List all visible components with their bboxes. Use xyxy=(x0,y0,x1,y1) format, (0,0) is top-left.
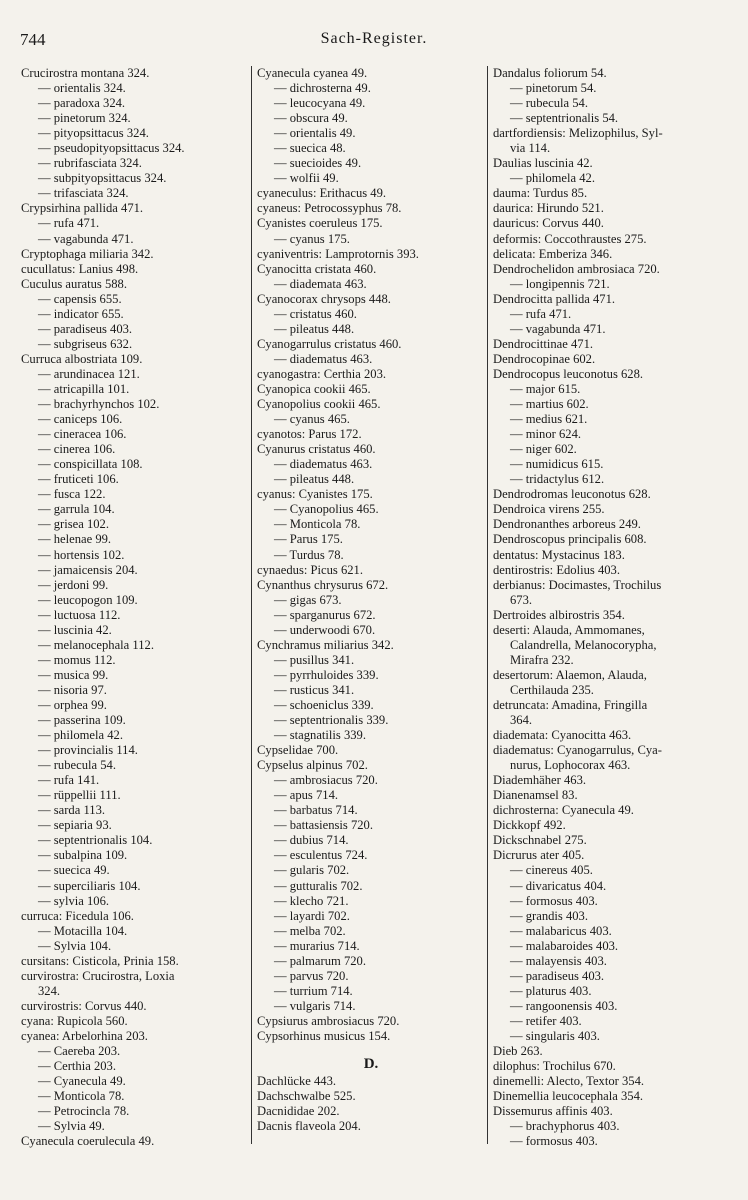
index-entry: — suecica 48. xyxy=(274,141,346,156)
index-entry: dinemelli: Alecto, Textor 354. xyxy=(493,1074,645,1089)
index-entry-continuation: nurus, Lophocorax 463. xyxy=(510,758,631,773)
index-entry: — orientalis 324. xyxy=(38,81,126,96)
index-entry: Dendrocopinae 602. xyxy=(493,351,596,366)
index-entry: Cynchramus miliarius 342. xyxy=(257,637,394,652)
index-entry: — cristatus 460. xyxy=(274,306,357,321)
index-entry: — apus 714. xyxy=(274,788,339,803)
index-entry: — rangoonensis 403. xyxy=(510,998,618,1013)
index-entry: — musica 99. xyxy=(38,667,109,682)
index-entry: Cyanecula cyanea 49. xyxy=(257,66,368,80)
index-entry: dentirostris: Edolius 403. xyxy=(493,562,620,577)
index-entry: — Motacilla 104. xyxy=(38,923,128,938)
index-entry: — esculentus 724. xyxy=(274,848,368,863)
index-entry: Crypsirhina pallida 471. xyxy=(21,201,144,216)
index-entry: — Turdus 78. xyxy=(274,547,344,562)
index-column-2 xyxy=(257,66,485,1134)
index-entry: — retifer 403. xyxy=(510,1013,582,1028)
index-entry: — fusca 122. xyxy=(38,487,106,502)
index-entry: Cypselus alpinus 702. xyxy=(257,758,368,773)
index-entry: — septentrionalis 339. xyxy=(274,713,389,728)
index-entry: cyaneus: Petrocossyphus 78. xyxy=(257,201,402,216)
index-entry: — leucopogon 109. xyxy=(38,592,138,607)
index-entry: — rubecula 54. xyxy=(510,96,588,111)
index-entry: — passerina 109. xyxy=(38,713,126,728)
index-entry: — tridactylus 612. xyxy=(510,472,605,487)
index-entry: — ambrosiacus 720. xyxy=(274,773,378,788)
index-entry: Dianenamsel 83. xyxy=(493,788,578,803)
index-entry: deformis: Coccothraustes 275. xyxy=(493,231,647,246)
column-divider xyxy=(251,66,252,1144)
index-entry: — orientalis 49. xyxy=(274,126,356,141)
index-entry: Cryptophaga miliaria 342. xyxy=(21,246,154,261)
index-entry: Cyanocorax chrysops 448. xyxy=(257,291,391,306)
index-entry: cucullatus: Lanius 498. xyxy=(21,261,139,276)
index-entry-continuation: 364. xyxy=(510,713,533,728)
index-entry: — Cyanecula 49. xyxy=(38,1074,126,1089)
index-entry: — orphea 99. xyxy=(38,697,107,712)
index-entry: — sparganurus 672. xyxy=(274,607,376,622)
index-entry: — brachyrhynchos 102. xyxy=(38,397,160,412)
index-entry: — rubrifasciata 324. xyxy=(38,156,142,171)
index-entry: cursitans: Cisticola, Prinia 158. xyxy=(21,953,179,968)
index-entry: — cinereus 405. xyxy=(510,863,593,878)
index-entry: — suecica 49. xyxy=(38,863,110,878)
index-entry: — dubius 714. xyxy=(274,833,349,848)
index-entry: Dachlücke 443. xyxy=(257,1074,337,1089)
index-entry: — malabaroides 403. xyxy=(510,938,619,953)
index-entry: — paradiseus 403. xyxy=(510,968,605,983)
index-entry: — luscinia 42. xyxy=(38,622,112,637)
index-entry: cyanogastra: Certhia 203. xyxy=(257,366,387,381)
index-entry: Cypsiurus ambrosiacus 720. xyxy=(257,1013,400,1028)
index-entry: Diademhäher 463. xyxy=(493,773,587,788)
index-entry: — hortensis 102. xyxy=(38,547,125,562)
index-entry: — pileatus 448. xyxy=(274,472,355,487)
index-entry: — rufa 141. xyxy=(38,773,100,788)
index-entry: Dieb 263. xyxy=(493,1044,543,1059)
index-entry: — martius 602. xyxy=(510,397,589,412)
index-entry: Dendrocopus leuconotus 628. xyxy=(493,366,644,381)
index-entry: — superciliaris 104. xyxy=(38,878,141,893)
index-entry: — pyrrhuloides 339. xyxy=(274,667,379,682)
index-entry: cyaneculus: Erithacus 49. xyxy=(257,186,387,201)
index-entry: — pityopsittacus 324. xyxy=(38,126,149,141)
index-entry: Dendronanthes arboreus 249. xyxy=(493,517,641,532)
index-entry: — septentrionalis 104. xyxy=(38,833,153,848)
index-entry: — longipennis 721. xyxy=(510,276,610,291)
index-entry: — momus 112. xyxy=(38,652,116,667)
index-entry: dichrosterna: Cyanecula 49. xyxy=(493,803,634,818)
index-entry: — barbatus 714. xyxy=(274,803,358,818)
index-entry: — divaricatus 404. xyxy=(510,878,607,893)
index-entry: Dickschnabel 275. xyxy=(493,833,587,848)
index-entry: — grisea 102. xyxy=(38,517,109,532)
index-entry: Dicrurus ater 405. xyxy=(493,848,585,863)
index-entry: — indicator 655. xyxy=(38,306,124,321)
index-entry-continuation: Calandrella, Melanocorypha, xyxy=(510,637,657,652)
index-entry: — brachyphorus 403. xyxy=(510,1119,620,1134)
index-entry: Cyanecula coerulecula 49. xyxy=(21,1134,155,1149)
index-entry: Dendroscopus principalis 608. xyxy=(493,532,647,547)
index-entry: — vulgaris 714. xyxy=(274,998,356,1013)
index-entry: Dachschwalbe 525. xyxy=(257,1089,356,1104)
index-entry: — sarda 113. xyxy=(38,803,106,818)
index-entry: — diadematus 463. xyxy=(274,457,373,472)
index-entry: — cyanus 175. xyxy=(274,231,350,246)
index-entry: Cypsorhinus musicus 154. xyxy=(257,1029,391,1043)
index-entry: — paradoxa 324. xyxy=(38,96,126,111)
index-entry: — rufa 471. xyxy=(38,216,100,231)
index-entry: — sylvia 106. xyxy=(38,893,110,908)
index-entry: — layardi 702. xyxy=(274,908,350,923)
index-entry: — sepiaria 93. xyxy=(38,818,112,833)
index-entry: — dichrosterna 49. xyxy=(274,81,371,96)
index-entry: curruca: Ficedula 106. xyxy=(21,908,134,923)
index-entry: dauma: Turdus 85. xyxy=(493,186,588,201)
index-entry: — rusticus 341. xyxy=(274,682,355,697)
index-entry: Dinemellia leucocephala 354. xyxy=(493,1089,644,1104)
index-entry: — helenae 99. xyxy=(38,532,112,547)
index-entry: — suecioides 49. xyxy=(274,156,362,171)
index-entry: — Sylvia 104. xyxy=(38,938,112,953)
index-entry: — underwoodi 670. xyxy=(274,622,376,637)
index-entry: — conspicillata 108. xyxy=(38,457,143,472)
index-entry: — subgriseus 632. xyxy=(38,336,133,351)
index-entry: — arundinacea 121. xyxy=(38,366,140,381)
index-entry: — trifasciata 324. xyxy=(38,186,129,201)
index-entry: — Caereba 203. xyxy=(38,1044,121,1059)
index-entry: — jerdoni 99. xyxy=(38,577,109,592)
index-entry: Cyanopolius cookii 465. xyxy=(257,397,381,412)
index-entry: — capensis 655. xyxy=(38,291,122,306)
index-entry: — diademata 463. xyxy=(274,276,367,291)
index-entry: Dickkopf 492. xyxy=(493,818,566,833)
index-entry: — vagabunda 471. xyxy=(510,321,606,336)
index-column-1 xyxy=(21,66,249,1149)
index-entry: Cyanocitta cristata 460. xyxy=(257,261,377,276)
index-entry-continuation: Certhilauda 235. xyxy=(510,682,594,697)
index-entry: — rubecula 54. xyxy=(38,758,116,773)
index-entry: — jamaicensis 204. xyxy=(38,562,138,577)
index-entry: — cyanus 465. xyxy=(274,412,350,427)
index-entry: — pinetorum 324. xyxy=(38,111,131,126)
index-entry: — grandis 403. xyxy=(510,908,589,923)
index-entry: cyaniventris: Lamprotornis 393. xyxy=(257,246,419,261)
index-entry: — stagnatilis 339. xyxy=(274,728,366,743)
index-entry: Dandalus foliorum 54. xyxy=(493,66,607,80)
index-entry: diadematus: Cyanogarrulus, Cya- xyxy=(493,743,662,758)
index-entry: Cyanurus cristatus 460. xyxy=(257,442,376,457)
index-entry: cynaedus: Picus 621. xyxy=(257,562,363,577)
index-entry: — cinerea 106. xyxy=(38,442,116,457)
index-entry: Dendrocittinae 471. xyxy=(493,336,594,351)
index-entry: — septentrionalis 54. xyxy=(510,111,619,126)
section-letter: D. xyxy=(363,1056,379,1073)
index-entry: — rüppellii 111. xyxy=(38,788,121,803)
index-entry: Cyanogarrulus cristatus 460. xyxy=(257,336,402,351)
index-entry: — atricapilla 101. xyxy=(38,381,130,396)
page-number: 744 xyxy=(20,30,46,49)
index-entry: Cyanopica cookii 465. xyxy=(257,381,371,396)
index-entry: — palmarum 720. xyxy=(274,953,366,968)
index-entry: Crucirostra montana 324. xyxy=(21,66,150,80)
index-entry: — obscura 49. xyxy=(274,111,348,126)
index-entry: curvirostris: Corvus 440. xyxy=(21,998,147,1013)
index-entry: Dacnididae 202. xyxy=(257,1104,340,1119)
index-entry: dilophus: Trochilus 670. xyxy=(493,1059,616,1074)
index-entry: — Petrocincla 78. xyxy=(38,1104,130,1119)
index-entry-continuation: 673. xyxy=(510,592,533,607)
index-entry: dauricus: Corvus 440. xyxy=(493,216,604,231)
index-entry: — leucocyana 49. xyxy=(274,96,366,111)
index-entry: — nisoria 97. xyxy=(38,682,107,697)
index-entry: Dertroides albirostris 354. xyxy=(493,607,625,622)
index-entry: — subalpina 109. xyxy=(38,848,128,863)
index-entry: — niger 602. xyxy=(510,442,577,457)
index-entry: Cynanthus chrysurus 672. xyxy=(257,577,389,592)
index-entry: desertorum: Alaemon, Alauda, xyxy=(493,667,647,682)
index-entry: — Cyanopolius 465. xyxy=(274,502,379,517)
index-entry: — wolfii 49. xyxy=(274,171,339,186)
index-entry: — Monticola 78. xyxy=(38,1089,125,1104)
index-entry: cyana: Rupicola 560. xyxy=(21,1013,128,1028)
index-entry: — philomela 42. xyxy=(510,171,595,186)
index-entry: — cineracea 106. xyxy=(38,427,127,442)
index-column-3 xyxy=(493,66,729,1149)
index-entry: — Monticola 78. xyxy=(274,517,361,532)
index-entry: — formosus 403. xyxy=(510,1134,598,1149)
index-entry: — minor 624. xyxy=(510,427,582,442)
index-entry: — murarius 714. xyxy=(274,938,360,953)
page-title: Sach-Register. xyxy=(320,30,428,47)
index-entry: — schoeniclus 339. xyxy=(274,697,374,712)
index-entry: cyanotos: Parus 172. xyxy=(257,427,362,442)
index-entry: — gularis 702. xyxy=(274,863,350,878)
column-divider xyxy=(487,66,488,1144)
index-entry: Daulias luscinia 42. xyxy=(493,156,593,171)
index-entry: — pinetorum 54. xyxy=(510,81,597,96)
index-entry: — battasiensis 720. xyxy=(274,818,373,833)
index-entry: delicata: Emberiza 346. xyxy=(493,246,613,261)
index-entry-continuation: 324. xyxy=(38,983,61,998)
index-entry-continuation: Mirafra 232. xyxy=(510,652,574,667)
index-entry: Dendrocitta pallida 471. xyxy=(493,291,616,306)
index-entry: — Parus 175. xyxy=(274,532,343,547)
index-entry: — turrium 714. xyxy=(274,983,353,998)
index-entry: — diadematus 463. xyxy=(274,351,373,366)
index-entry: — pusillus 341. xyxy=(274,652,355,667)
index-entry: — gutturalis 702. xyxy=(274,878,363,893)
index-entry: — luctuosa 112. xyxy=(38,607,121,622)
index-entry: — singularis 403. xyxy=(510,1029,600,1043)
index-entry: — rufa 471. xyxy=(510,306,572,321)
index-entry: detruncata: Amadina, Fringilla xyxy=(493,697,648,712)
index-entry: — Certhia 203. xyxy=(38,1059,116,1074)
index-entry: — major 615. xyxy=(510,381,581,396)
index-entry: Curruca albostriata 109. xyxy=(21,351,143,366)
index-entry: diademata: Cyanocitta 463. xyxy=(493,728,632,743)
index-entry: Dendrochelidon ambrosiaca 720. xyxy=(493,261,660,276)
index-entry: — platurus 403. xyxy=(510,983,592,998)
index-entry: derbianus: Docimastes, Trochilus xyxy=(493,577,662,592)
index-entry: — malayensis 403. xyxy=(510,953,607,968)
index-entry-continuation: via 114. xyxy=(510,141,551,156)
index-entry: — fruticeti 106. xyxy=(38,472,119,487)
index-entry: — philomela 42. xyxy=(38,728,123,743)
index-entry: Cuculus auratus 588. xyxy=(21,276,127,291)
index-entry: cyanea: Arbelorhina 203. xyxy=(21,1029,148,1043)
index-entry: Dendrodromas leuconotus 628. xyxy=(493,487,651,502)
index-entry: — subpityopsittacus 324. xyxy=(38,171,167,186)
index-entry: Cyanistes coeruleus 175. xyxy=(257,216,383,231)
index-entry: dartfordiensis: Melizophilus, Syl- xyxy=(493,126,663,141)
index-entry: daurica: Hirundo 521. xyxy=(493,201,604,216)
index-entry: Dacnis flaveola 204. xyxy=(257,1119,361,1134)
index-entry: — medius 621. xyxy=(510,412,588,427)
index-entry: — provincialis 114. xyxy=(38,743,138,758)
index-entry: — numidicus 615. xyxy=(510,457,604,472)
index-entry: — melba 702. xyxy=(274,923,346,938)
index-entry: — klecho 721. xyxy=(274,893,349,908)
index-entry: Dendroica virens 255. xyxy=(493,502,605,517)
index-entry: — malabaricus 403. xyxy=(510,923,612,938)
index-entry: curvirostra: Crucirostra, Loxia xyxy=(21,968,175,983)
index-entry: — pileatus 448. xyxy=(274,321,355,336)
index-entry: Cypselidae 700. xyxy=(257,743,339,758)
index-entry: — parvus 720. xyxy=(274,968,349,983)
index-entry: — pseudopityopsittacus 324. xyxy=(38,141,185,156)
index-entry: — formosus 403. xyxy=(510,893,598,908)
index-entry: dentatus: Mystacinus 183. xyxy=(493,547,625,562)
index-entry: cyanus: Cyanistes 175. xyxy=(257,487,373,502)
index-entry: — gigas 673. xyxy=(274,592,342,607)
index-entry: deserti: Alauda, Ammomanes, xyxy=(493,622,645,637)
index-entry: — vagabunda 471. xyxy=(38,231,134,246)
index-entry: — garrula 104. xyxy=(38,502,115,517)
index-entry: Dissemurus affinis 403. xyxy=(493,1104,613,1119)
index-entry: — paradiseus 403. xyxy=(38,321,133,336)
index-entry: — caniceps 106. xyxy=(38,412,123,427)
index-entry: — melanocephala 112. xyxy=(38,637,154,652)
index-entry: — Sylvia 49. xyxy=(38,1119,105,1134)
